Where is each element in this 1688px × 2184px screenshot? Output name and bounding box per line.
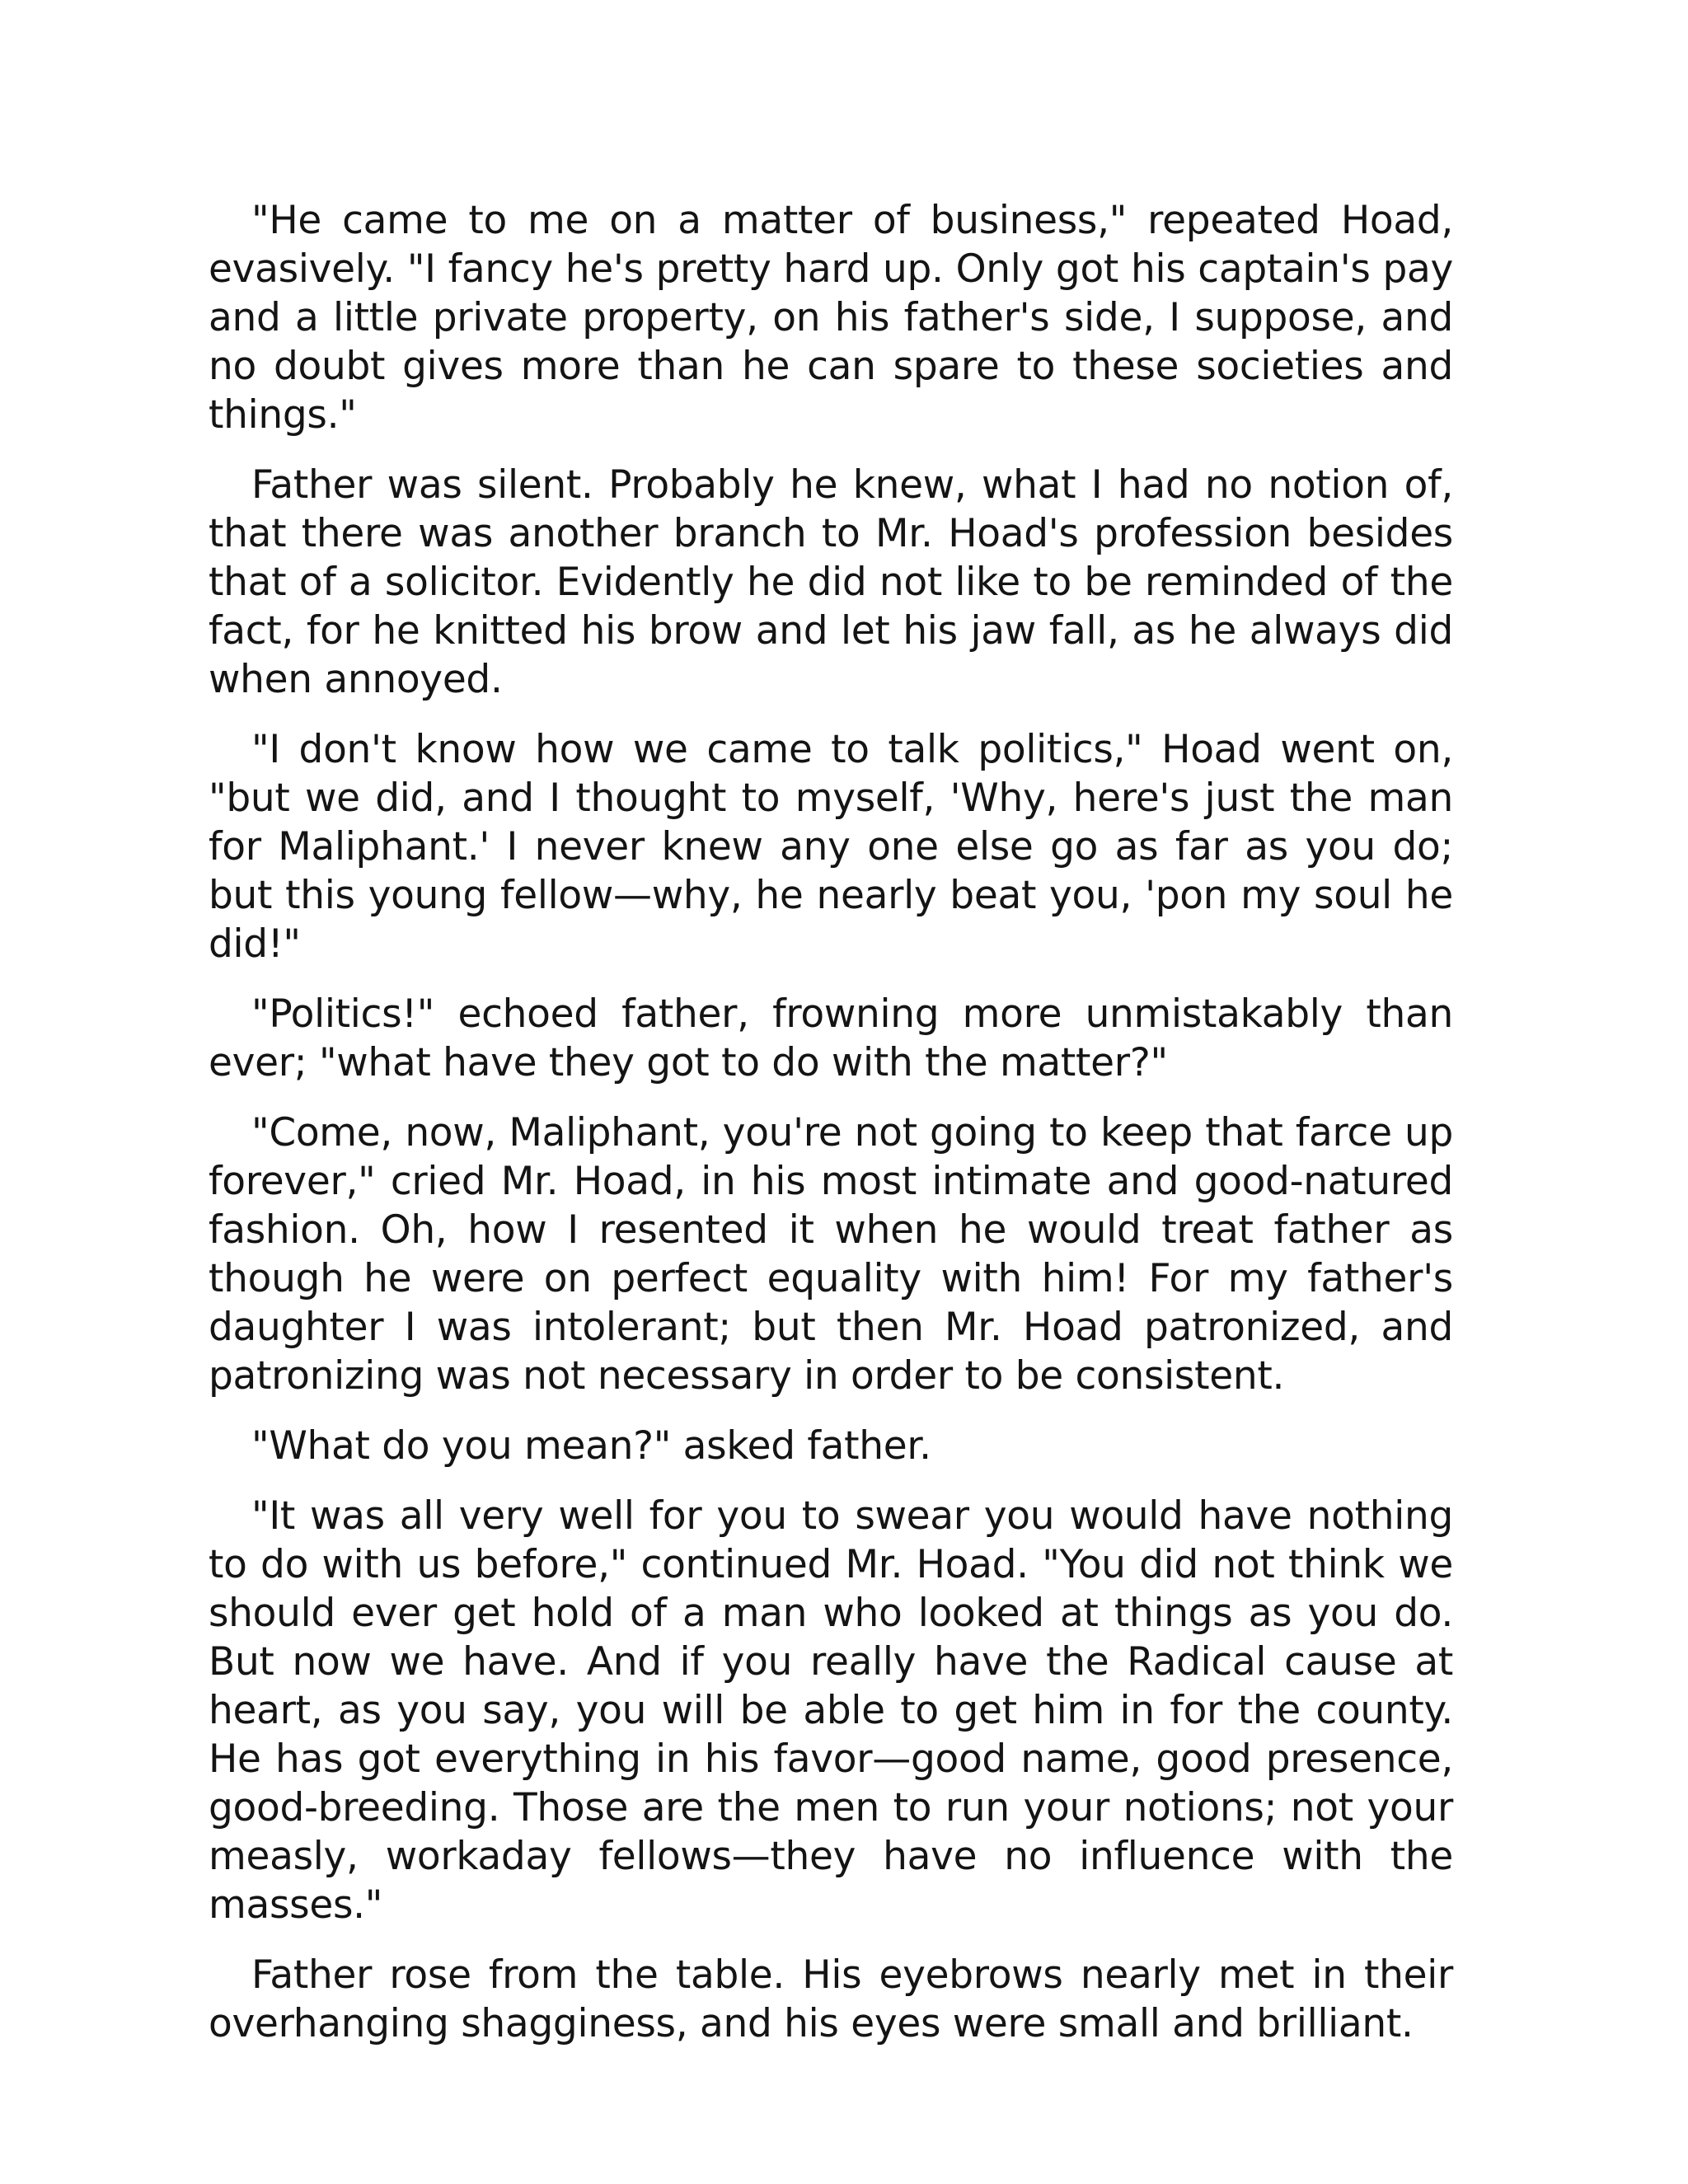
page-body-text — [209, 196, 1453, 2048]
paragraph: "What do you mean?" asked father. — [251, 1423, 931, 1469]
paragraph: Father rose from the table. His eyebrows nearly met in their overhanging shagginess, and his eyes were small and brilliant. — [209, 1952, 1453, 2046]
paragraph: Father was silent. Probably he knew, what I had no notion of, that there was another branch to Mr. Hoad's profession besides that of a solicitor. Evidently he did not like to be reminded of the fact, for he knitted his brow and let his jaw fall, as he always did when annoyed. — [209, 462, 1453, 702]
paragraph: "Come, now, Maliphant, you're not going to keep that farce up forever," cried Mr. Hoad, in his most intimate and good-natured fashion. Oh, how I resented it when he would treat father as though he were on perfect equality with him! For my father's daughter I was intolerant; but then Mr. Hoad patronized, and patronizing was not necessary in order to be consistent. — [209, 1110, 1453, 1399]
paragraph: "I don't know how we came to talk politics," Hoad went on, "but we did, and I thought to myself, 'Why, here's just the man for Maliphant.' I never knew any one else go as far as you do; but this young fellow—why, he nearly beat you, 'pon my soul he did!" — [209, 727, 1453, 967]
paragraph: "It was all very well for you to swear you would have nothing to do with us before," continued Mr. Hoad. "You did not think we should ever get hold of a man who looked at things as you do. But now we have. And if you really have the Radical cause at heart, as you say, you will be able to get him in for the county. He has got everything in his favor—good name, good presence, good-breeding. Those are the men to run your notions; not your measly, workaday fellows—they have no influence with the masses." — [209, 1493, 1453, 1928]
paragraph: "Politics!" echoed father, frowning more unmistakably than ever; "what have they got to do with the matter?" — [209, 991, 1453, 1085]
paragraph: "He came to me on a matter of business," repeated Hoad, evasively. "I fancy he's pretty hard up. Only got his captain's pay and a little private property, on his father's side, I suppose, and no doubt gives more than he can spare to these societies and things." — [209, 198, 1453, 438]
